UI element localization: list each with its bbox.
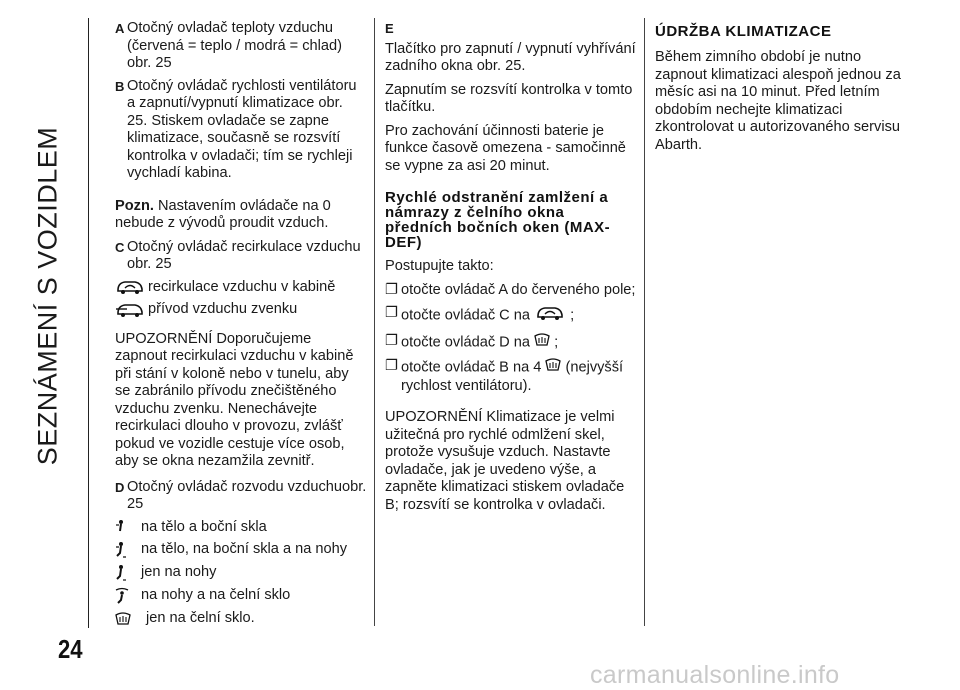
step-item [385,305,637,327]
checkbox-bullet: ❐ [385,281,399,298]
step-text-end: ; [554,334,559,351]
windshield-defrost-icon [115,612,146,626]
control-c [115,239,367,274]
option-label: jen na nohy [141,564,217,581]
item-letter: C [115,239,125,255]
column-left [115,20,367,628]
step-text: otočte ovládač B na 4 [401,359,542,376]
option-label: recirkulace vzduchu v kabině [148,278,336,295]
option-label: jen na čelní sklo. [146,610,255,626]
recirculation-icon [115,279,148,295]
checkbox-bullet: ❐ [385,332,399,349]
vent-face-icon [115,519,141,535]
option-feet-windshield [115,587,367,605]
windshield-defrost-icon [545,358,561,378]
step-text-end: ; [570,307,575,324]
item-letter: B [115,78,125,94]
control-d [115,479,367,514]
intro-text: Postupujte takto: [385,258,494,274]
section-heading: Rychlé odstranění zamlžení a námrazy z čelního okna předních bočních oken (MAX-DEF) [385,189,611,251]
column-middle [385,20,637,514]
option-face [115,519,367,537]
vent-face-feet-icon [115,541,141,559]
option-label: přívod vzduchu zvenku [148,301,298,317]
step-text: otočte ovládač C na [401,307,530,324]
option-recirculation [115,279,367,297]
option-label: na tělo, na boční skla a na nohy [141,541,348,558]
sidebar-divider [88,18,89,628]
note-text: Nastavením ovládače na 0 nebude z vývodů proudit vzduch. [115,197,331,231]
item-letter: A [115,21,125,36]
item-text: Otočný ovládač recirkulace vzduchu obr. 25 [127,238,361,272]
step-text: otočte ovládač A do červeného pole; [401,281,636,298]
vent-feet-windshield-icon [115,587,141,605]
section-heading: ÚDRŽBA KLIMATIZACE [655,23,832,40]
control-b [115,78,367,183]
windshield-defrost-icon [534,333,550,353]
fresh-air-icon [115,302,148,318]
option-feet [115,564,367,582]
e-text: Tlačítko pro zapnutí / vypnutí vyhřívání zadního okna obr. 25. [385,40,636,74]
column-divider [644,18,645,626]
option-fresh-air [115,301,367,319]
warning-text: UPOZORNĚNÍ Klimatizace je velmi užitečná pro rychlé odmlžení skel, protože vysušuje vzduch. Nastavte ovladače, jak je uvedeno výše, a zapněte klimatizaci stiskem ovladače B; rozsvítí se kontrolka v ovladači. [385,409,625,513]
note [115,198,367,233]
checkbox-bullet: ❐ [385,305,399,321]
page-number: 24 [58,634,83,664]
section-title: SEZNÁMENÍ S VOZIDLEM [32,126,63,466]
column-divider [374,18,375,626]
e-text-2: Zapnutím se rozsvítí kontrolka v tomto tlačítku. [385,81,633,115]
warning-text: UPOZORNĚNÍ Doporučujeme zapnout recirkulaci vzduchu v kabině při stání v koloně nebo v tunelu, aby se zabránilo přívodu znečištěného vzduchu zvenku. Nenechávejte recirkulaci dlouho v provozu, zvlášť pokud ve vozidle cestuje více osob, aby se okna nezamžila zevnitř. [115,330,354,469]
item-letter: E [385,21,394,36]
column-right [655,20,915,154]
watermark: carmanualsonline.info [590,661,840,689]
checkbox-bullet: ❐ [385,358,399,374]
option-label: na nohy a na čelní sklo [141,587,291,604]
option-label: na tělo a boční skla [141,518,267,535]
vent-feet-icon [115,564,141,582]
recirculation-icon [534,305,566,327]
item-text: Otočný ovládač rychlosti ventilátoru a zapnutí/vypnutí klimatizace obr. 25. Stiskem ovladače se zapne klimatizace, současně se rozsvítí kontrolka v ovladači; tím se rychleji vychladí kabina. [127,77,357,181]
step-text: otočte ovládač D na [401,334,530,351]
item-text: Otočný ovládač rozvodu vzduchuobr. 25 [127,478,367,512]
step-item [385,282,637,300]
step-item [385,333,637,353]
maintenance-text: Během zimního období je nutno zapnout klimatizaci alespoň jednou za měsíc asi na 10 minut. Před letním obdobím nechejte klimatizaci zkontrolovat u autorizovaného servisu Abarth. [655,49,901,153]
item-text: Otočný ovladač teploty vzduchu (červená = teplo / modrá = chlad) obr. 25 [127,20,342,71]
step-item [385,358,637,395]
control-a [115,20,367,73]
note-label: Pozn. [115,197,154,214]
option-windshield [115,610,367,628]
item-letter: D [115,479,125,495]
step-text-end: (nejvyšší rychlost ventilátoru). [401,359,624,394]
option-face-feet [115,541,367,559]
e-text-3: Pro zachování účinnosti baterie je funkce časově omezena - samočinně se vypne za asi 20 minut. [385,122,626,174]
